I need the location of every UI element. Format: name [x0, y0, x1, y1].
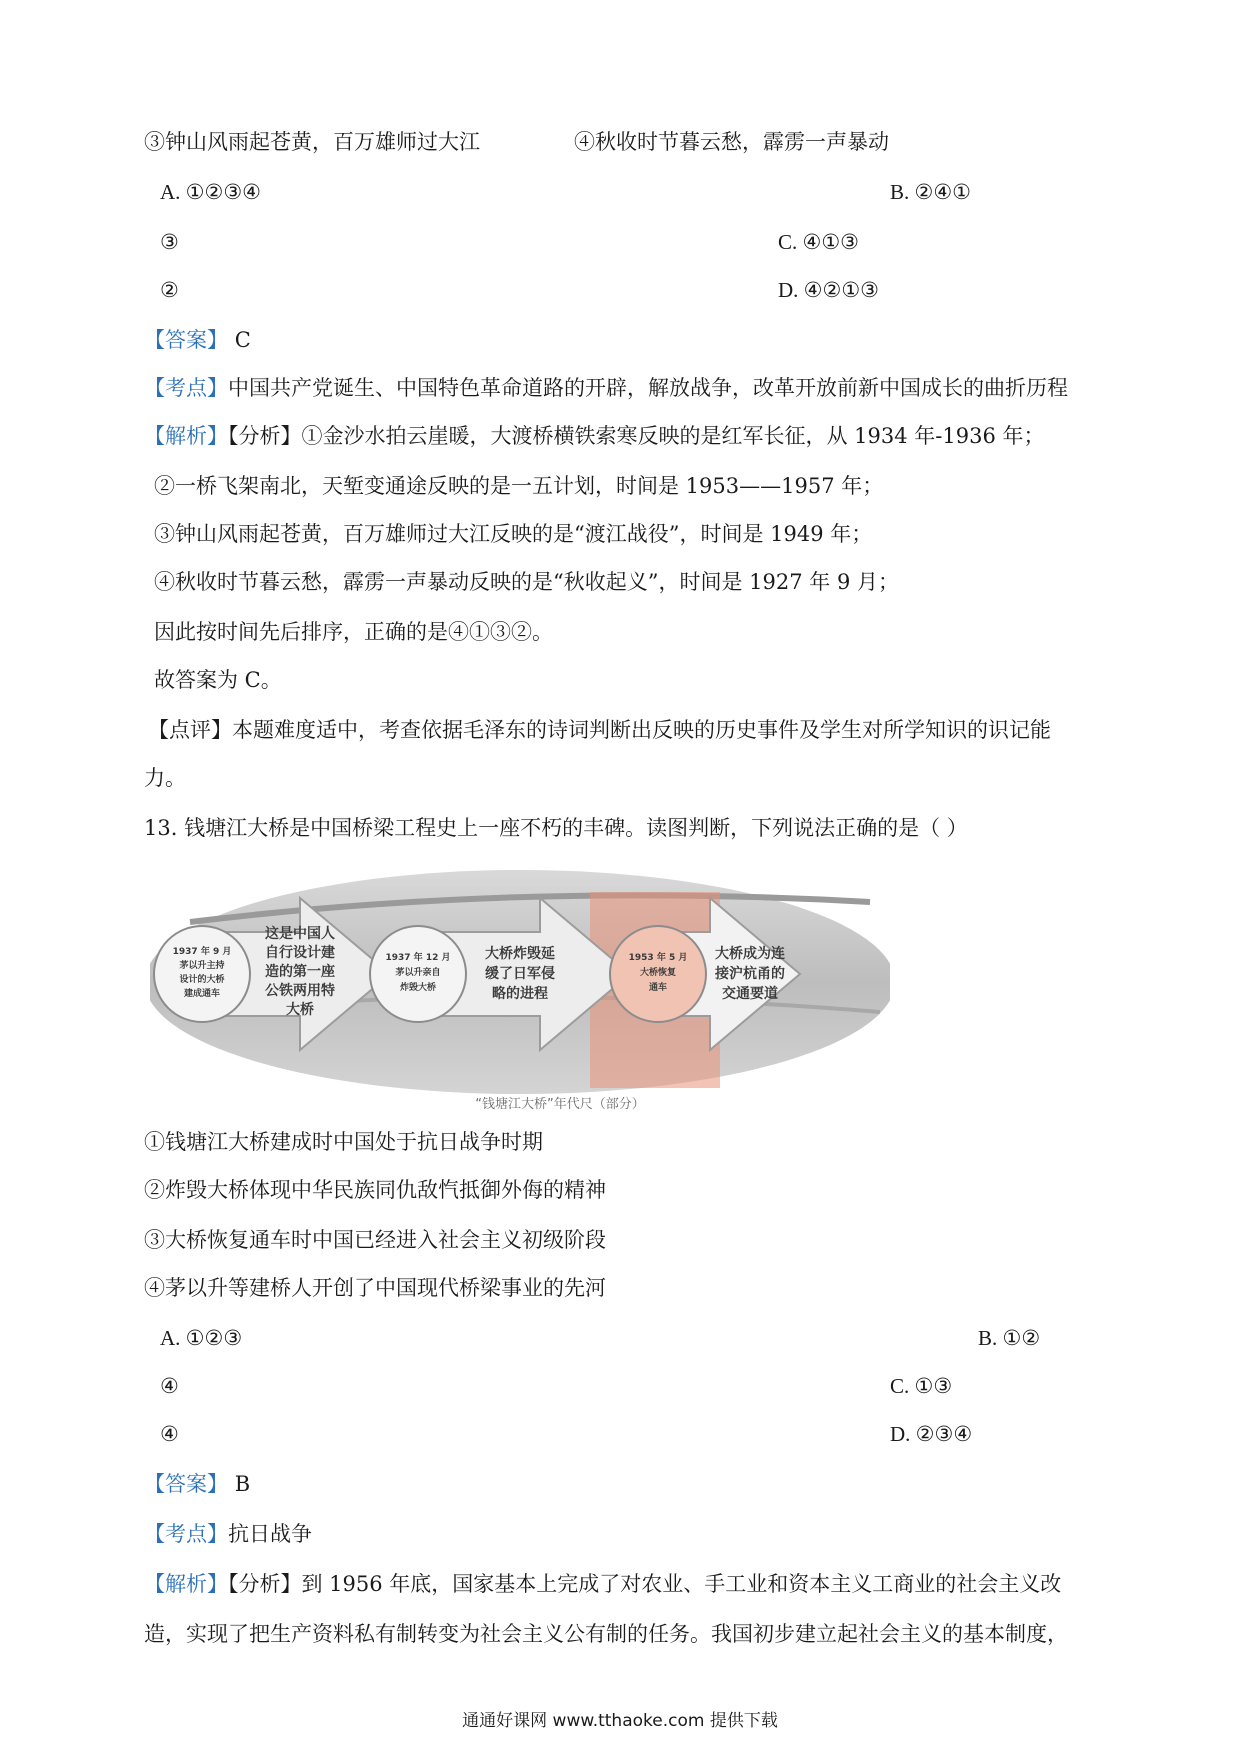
q13-option-wrap: ④ — [160, 1422, 179, 1446]
q13-answer — [144, 1470, 250, 1498]
timeline-circle-1 — [154, 926, 250, 1022]
fig-text: 公铁两用特 — [265, 983, 335, 999]
analysis-line: ③钟山风雨起苍黄，百万雄师过大江反映的是“渡江战役”，时间是 1949 年； — [154, 522, 873, 546]
q12-option-a: A. ①②③④ — [160, 180, 261, 204]
fig-text: 自行设计建 — [265, 945, 335, 961]
fig-text: 略的进程 — [492, 986, 548, 1002]
fig-text: 1953 年 5 月 — [628, 953, 688, 963]
fig-text: 大桥恢复 — [639, 968, 677, 978]
q12-option-b: B. ②④① — [890, 180, 971, 204]
q12-point — [144, 374, 1068, 402]
q13-statement-4: ④茅以升等建桥人开创了中国现代桥梁事业的先河 — [144, 1276, 606, 1300]
fig-text: 大桥炸毁延 — [485, 946, 555, 962]
figure-caption: “钱塘江大桥”年代尺（部分） — [475, 1097, 645, 1112]
answer-value: C — [234, 328, 251, 352]
fig-text: 造的第一座 — [265, 964, 335, 980]
analysis-tag: 【解析】 — [144, 424, 228, 448]
q13-point — [144, 1520, 312, 1548]
q13-option-c: C. ①③ — [890, 1374, 953, 1398]
fig-text: 这是中国人 — [265, 926, 335, 942]
fig-text: 大桥 — [286, 1002, 314, 1018]
fig-text: 建成通车 — [183, 989, 221, 999]
point-tag: 【考点】 — [144, 376, 228, 400]
fig-text: 1937 年 12 月 — [385, 953, 451, 963]
q12-answer — [144, 326, 251, 354]
fig-text: 接沪杭甬的 — [715, 966, 785, 982]
q13-option-a: A. ①②③ — [160, 1326, 243, 1350]
q13-stem: 13. 钱塘江大桥是中国桥梁工程史上一座不朽的丰碑。读图判断，下列说法正确的是（ ） — [144, 816, 968, 840]
fig-text: 大桥成为连 — [715, 946, 785, 962]
analysis-line: ④秋收时节暮云愁，霹雳一声暴动反映的是“秋收起义”，时间是 1927 年 9 月； — [154, 570, 899, 594]
q13-analysis — [144, 1570, 1061, 1598]
bridge-timeline-figure — [150, 862, 890, 1114]
analysis-line: 【分析】①金沙水拍云崖暖，大渡桥横铁索寒反映的是红军长征，从 1934 年-1936 年； — [228, 424, 1045, 448]
q13-option-b: B. ①② — [978, 1326, 1041, 1350]
analysis-line: 【分析】到 1956 年底，国家基本上完成了对农业、手工业和资本主义工商业的社会主义改 — [228, 1572, 1062, 1596]
q12-item-3: ③钟山风雨起苍黄，百万雄师过大江 — [144, 130, 480, 154]
point-value: 中国共产党诞生、中国特色革命道路的开辟，解放战争，改革开放前新中国成长的曲折历程 — [228, 376, 1068, 400]
answer-value: B — [234, 1472, 251, 1496]
page-footer: 通通好课网 www.tthaoke.com 提供下载 — [462, 1711, 778, 1731]
answer-tag: 【答案】 — [144, 328, 228, 352]
fig-text: 炸毁大桥 — [399, 983, 437, 993]
q13-option-d: D. ②③④ — [890, 1422, 973, 1446]
point-value: 抗日战争 — [228, 1522, 312, 1546]
q12-item-4: ④秋收时节暮云愁，霹雳一声暴动 — [574, 130, 889, 154]
q12-option-c: C. ④①③ — [778, 230, 859, 254]
q12-option-wrap: ② — [160, 278, 179, 302]
q12-analysis — [144, 422, 1045, 450]
analysis-line: 故答案为 C。 — [154, 668, 282, 692]
fig-text: 1937 年 9 月 — [172, 947, 232, 957]
fig-text: 缓了日军侵 — [485, 966, 555, 982]
analysis-line: 因此按时间先后排序，正确的是④①③②。 — [154, 620, 553, 644]
q13-statement-1: ①钱塘江大桥建成时中国处于抗日战争时期 — [144, 1130, 543, 1154]
q12-comment: 【点评】本题难度适中，考查依据毛泽东的诗词判断出反映的历史事件及学生对所学知识的识记能 — [148, 718, 1051, 742]
fig-text: 茅以升主持 — [179, 961, 225, 971]
analysis-line: 造，实现了把生产资料私有制转变为社会主义公有制的任务。我国初步建立起社会主义的基本制度， — [144, 1622, 1068, 1646]
fig-text: 交通要道 — [722, 986, 778, 1002]
analysis-line: ②一桥飞架南北，天堑变通途反映的是一五计划，时间是 1953——1957 年； — [154, 474, 884, 498]
q13-statement-3: ③大桥恢复通车时中国已经进入社会主义初级阶段 — [144, 1228, 606, 1252]
fig-text: 设计的大桥 — [179, 975, 225, 985]
point-tag: 【考点】 — [144, 1522, 228, 1546]
q12-option-d: D. ④②①③ — [778, 278, 879, 302]
answer-tag: 【答案】 — [144, 1472, 228, 1496]
q12-option-wrap: ③ — [160, 230, 179, 254]
q12-comment-cont: 力。 — [144, 766, 186, 790]
fig-text: 茅以升亲自 — [395, 968, 441, 978]
analysis-tag: 【解析】 — [144, 1572, 228, 1596]
q13-option-wrap: ④ — [160, 1374, 179, 1398]
q13-statement-2: ②炸毁大桥体现中华民族同仇敌忾抵御外侮的精神 — [144, 1178, 606, 1202]
fig-text: 通车 — [648, 983, 668, 993]
